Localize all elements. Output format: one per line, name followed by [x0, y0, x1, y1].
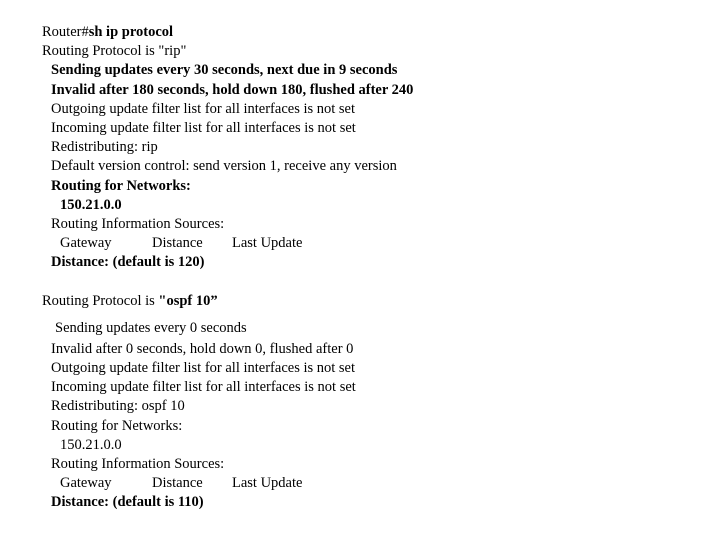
rip-distance: Distance: (default is 120): [51, 254, 205, 270]
command-line: [42, 23, 173, 41]
rip-col-last-update: Last Update: [232, 235, 303, 251]
rip-col-distance: Distance: [152, 235, 203, 251]
rip-outgoing-filter: Outgoing update filter list for all interfaces is not set: [51, 101, 356, 117]
rip-incoming-filter: Incoming update filter list for all interfaces is not set: [51, 120, 356, 136]
rip-header-name: "rip": [158, 43, 187, 59]
ospf-col-distance: Distance: [152, 475, 203, 491]
ospf-header-prefix: Routing Protocol is: [42, 293, 159, 309]
ospf-protocol-header: [42, 292, 218, 310]
ospf-invalid-line: Invalid after 0 seconds, hold down 0, flushed after 0: [51, 341, 354, 357]
show-command: sh ip protocol: [88, 24, 174, 40]
rip-routing-for-networks: Routing for Networks:: [51, 178, 191, 194]
ospf-outgoing-filter: Outgoing update filter list for all interfaces is not set: [51, 360, 356, 376]
rip-col-gateway: Gateway: [60, 235, 112, 251]
rip-sending-line: Sending updates every 30 seconds, next due in 9 seconds: [51, 62, 398, 78]
rip-network: 150.21.0.0: [60, 197, 122, 213]
rip-redistributing: Redistributing: rip: [51, 139, 158, 155]
router-prompt: Router#: [42, 24, 89, 40]
rip-protocol-header: [42, 42, 186, 60]
ospf-routing-info-sources: Routing Information Sources:: [51, 456, 225, 472]
ospf-col-gateway: Gateway: [60, 475, 112, 491]
ospf-header-name: "ospf 10”: [158, 293, 218, 309]
ospf-routing-for-networks: Routing for Networks:: [51, 418, 183, 434]
ospf-col-last-update: Last Update: [232, 475, 303, 491]
ospf-redistributing: Redistributing: ospf 10: [51, 398, 185, 414]
ospf-incoming-filter: Incoming update filter list for all interfaces is not set: [51, 379, 356, 395]
rip-invalid-line: Invalid after 180 seconds, hold down 180, flushed after 240: [51, 82, 414, 98]
rip-header-prefix: Routing Protocol is: [42, 43, 159, 59]
ospf-distance: Distance: (default is 110): [51, 494, 204, 510]
rip-default-version: Default version control: send version 1, receive any version: [51, 158, 397, 174]
ospf-network: 150.21.0.0: [60, 437, 122, 453]
rip-routing-info-sources: Routing Information Sources:: [51, 216, 225, 232]
ospf-sending-line: Sending updates every 0 seconds: [55, 320, 247, 336]
